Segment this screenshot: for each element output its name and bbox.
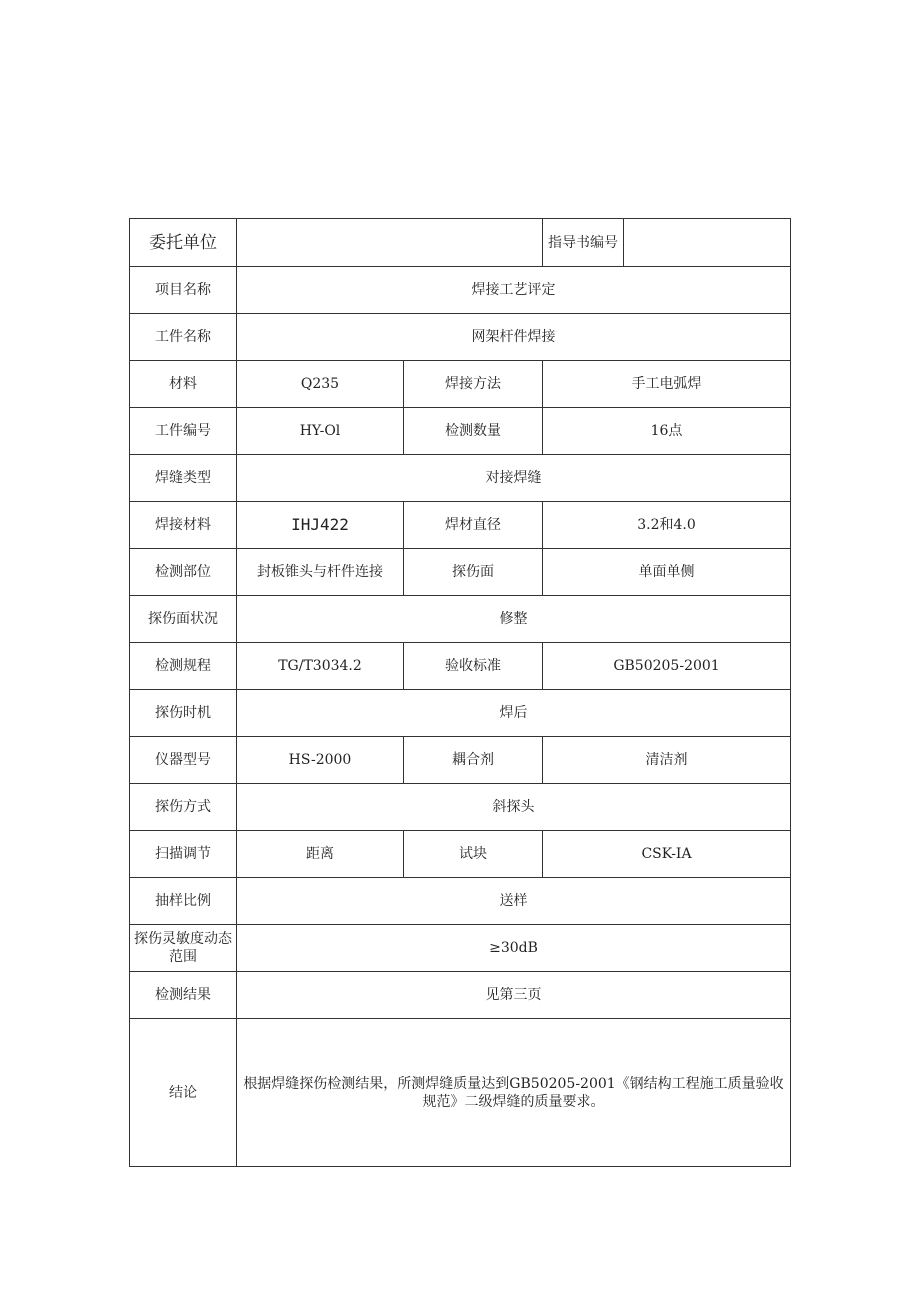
row-workpiece-no [130, 408, 791, 455]
guide-no-value [624, 219, 791, 267]
weld-method-value: 手工电弧焊 [543, 361, 791, 408]
instrument-model-value: HS-2000 [237, 737, 404, 784]
guide-no-label: 指导书编号 [543, 219, 624, 267]
row-surface-condition [130, 596, 791, 643]
test-block-value: CSK-IA [543, 831, 791, 878]
electrode-diameter-label: 焊材直径 [404, 502, 543, 549]
test-surface-label: 探伤面 [404, 549, 543, 596]
sensitivity-value: ≥30dB [237, 925, 791, 972]
test-surface-value: 单面单侧 [543, 549, 791, 596]
test-result-value: 见第三页 [237, 972, 791, 1019]
surface-condition-value: 修整 [237, 596, 791, 643]
row-conclusion [130, 1019, 791, 1167]
test-method-label: 探伤方式 [130, 784, 237, 831]
test-quantity-value: 16点 [543, 408, 791, 455]
conclusion-label: 结论 [130, 1019, 237, 1167]
row-sensitivity [130, 925, 791, 972]
row-test-procedure [130, 643, 791, 690]
project-name-label: 项目名称 [130, 267, 237, 314]
row-sampling-ratio [130, 878, 791, 925]
test-timing-value: 焊后 [237, 690, 791, 737]
row-test-result [130, 972, 791, 1019]
weld-method-label: 焊接方法 [404, 361, 543, 408]
test-result-label: 检测结果 [130, 972, 237, 1019]
row-test-method [130, 784, 791, 831]
test-timing-label: 探伤时机 [130, 690, 237, 737]
row-workpiece-name [130, 314, 791, 361]
material-value: Q235 [237, 361, 404, 408]
row-client [130, 219, 791, 267]
scan-adjust-value: 距离 [237, 831, 404, 878]
row-material [130, 361, 791, 408]
client-label: 委托单位 [130, 219, 237, 267]
weld-material-value: IHJ422 [237, 502, 404, 549]
scan-adjust-label: 扫描调节 [130, 831, 237, 878]
sensitivity-label: 探伤灵敏度动态范围 [130, 925, 237, 972]
row-weld-type [130, 455, 791, 502]
weld-material-label: 焊接材料 [130, 502, 237, 549]
workpiece-name-label: 工件名称 [130, 314, 237, 361]
workpiece-name-value: 网架杆件焊接 [237, 314, 791, 361]
acceptance-standard-value: GB50205-2001 [543, 643, 791, 690]
test-block-label: 试块 [404, 831, 543, 878]
workpiece-no-value: HY-Ol [237, 408, 404, 455]
conclusion-value: 根据焊缝探伤检测结果，所测焊缝质量达到GB50205-2001《钢结构工程施工质量验收规范》二级焊缝的质量要求。 [237, 1019, 791, 1167]
row-instrument-model [130, 737, 791, 784]
inspection-report-table [129, 218, 791, 1167]
row-test-location [130, 549, 791, 596]
surface-condition-label: 探伤面状况 [130, 596, 237, 643]
sampling-ratio-value: 送样 [237, 878, 791, 925]
workpiece-no-label: 工件编号 [130, 408, 237, 455]
couplant-value: 清洁剂 [543, 737, 791, 784]
test-location-value: 封板锥头与杆件连接 [237, 549, 404, 596]
row-weld-material [130, 502, 791, 549]
weld-type-value: 对接焊缝 [237, 455, 791, 502]
sampling-ratio-label: 抽样比例 [130, 878, 237, 925]
test-method-value: 斜探头 [237, 784, 791, 831]
acceptance-standard-label: 验收标准 [404, 643, 543, 690]
material-label: 材料 [130, 361, 237, 408]
instrument-model-label: 仪器型号 [130, 737, 237, 784]
weld-type-label: 焊缝类型 [130, 455, 237, 502]
couplant-label: 耦合剂 [404, 737, 543, 784]
test-procedure-value: TG/T3034.2 [237, 643, 404, 690]
test-procedure-label: 检测规程 [130, 643, 237, 690]
test-location-label: 检测部位 [130, 549, 237, 596]
project-name-value: 焊接工艺评定 [237, 267, 791, 314]
electrode-diameter-value: 3.2和4.0 [543, 502, 791, 549]
row-test-timing [130, 690, 791, 737]
client-value [237, 219, 543, 267]
row-scan-adjust [130, 831, 791, 878]
test-quantity-label: 检测数量 [404, 408, 543, 455]
row-project-name [130, 267, 791, 314]
